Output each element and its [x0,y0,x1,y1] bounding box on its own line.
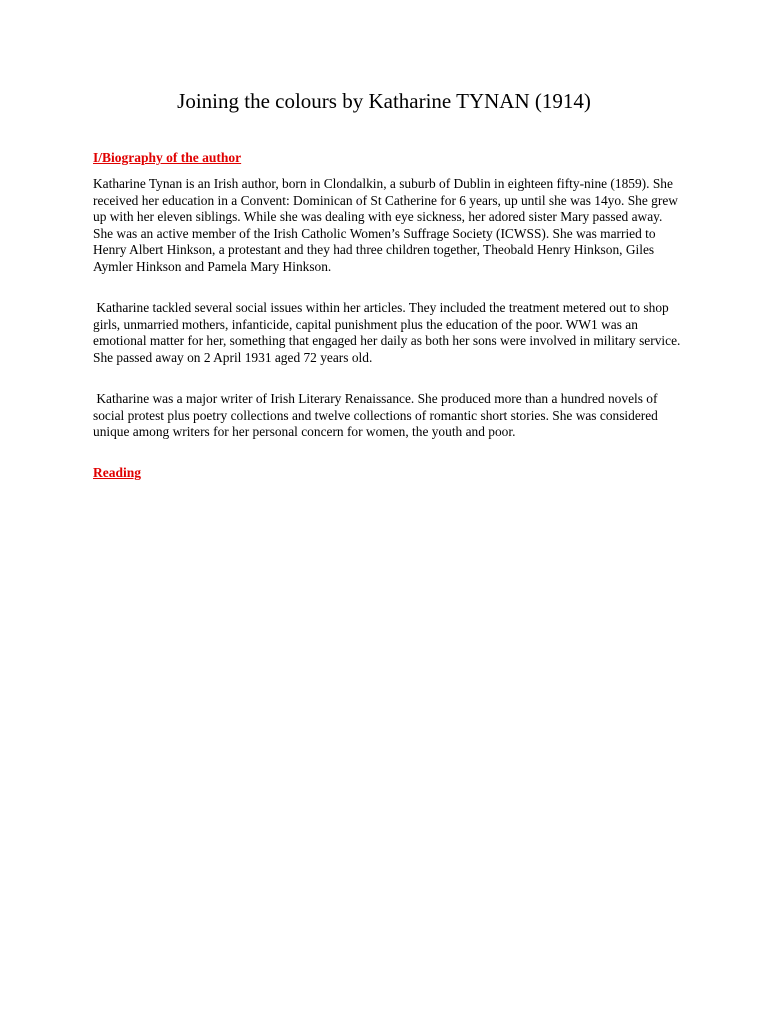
document-title: Joining the colours by Katharine TYNAN (1914) [177,89,591,113]
biography-heading: I/Biography of the author [93,150,242,165]
biography-paragraph-2: Katharine tackled several social issues within her articles. They included the treatment metered out to shop girls, unmarried mothers, infanticide, capital punishment plus the education of the poor. WW1 was an emotional matter for her, something that engaged her daily as both her sons were involved in military service. She passed away on 2 April 1931 aged 72 years old. [93,300,681,365]
reading-heading: Reading [93,465,142,480]
biography-paragraph-3: Katharine was a major writer of Irish Literary Renaissance. She produced more than a hundred novels of social protest plus poetry collections and twelve collections of romantic short stories. She was considered unique among writers for her personal concern for women, the youth and poor. [93,391,658,440]
biography-paragraph-1: Katharine Tynan is an Irish author, born in Clondalkin, a suburb of Dublin in eighteen fifty-nine (1859). She received her education in a Convent: Dominican of St Catherine for 6 years, up until she was 14yo. She grew up with her eleven siblings. While she was dealing with eye sickness, her adored sister Mary passed away. She was an active member of the Irish Catholic Women’s Suffrage Society (ICWSS). She was married to Henry Albert Hinkson, a protestant and they had three children together, Theobald Henry Hinkson, Giles Aymler Hinkson and Pamela Mary Hinkson. [93,176,678,274]
